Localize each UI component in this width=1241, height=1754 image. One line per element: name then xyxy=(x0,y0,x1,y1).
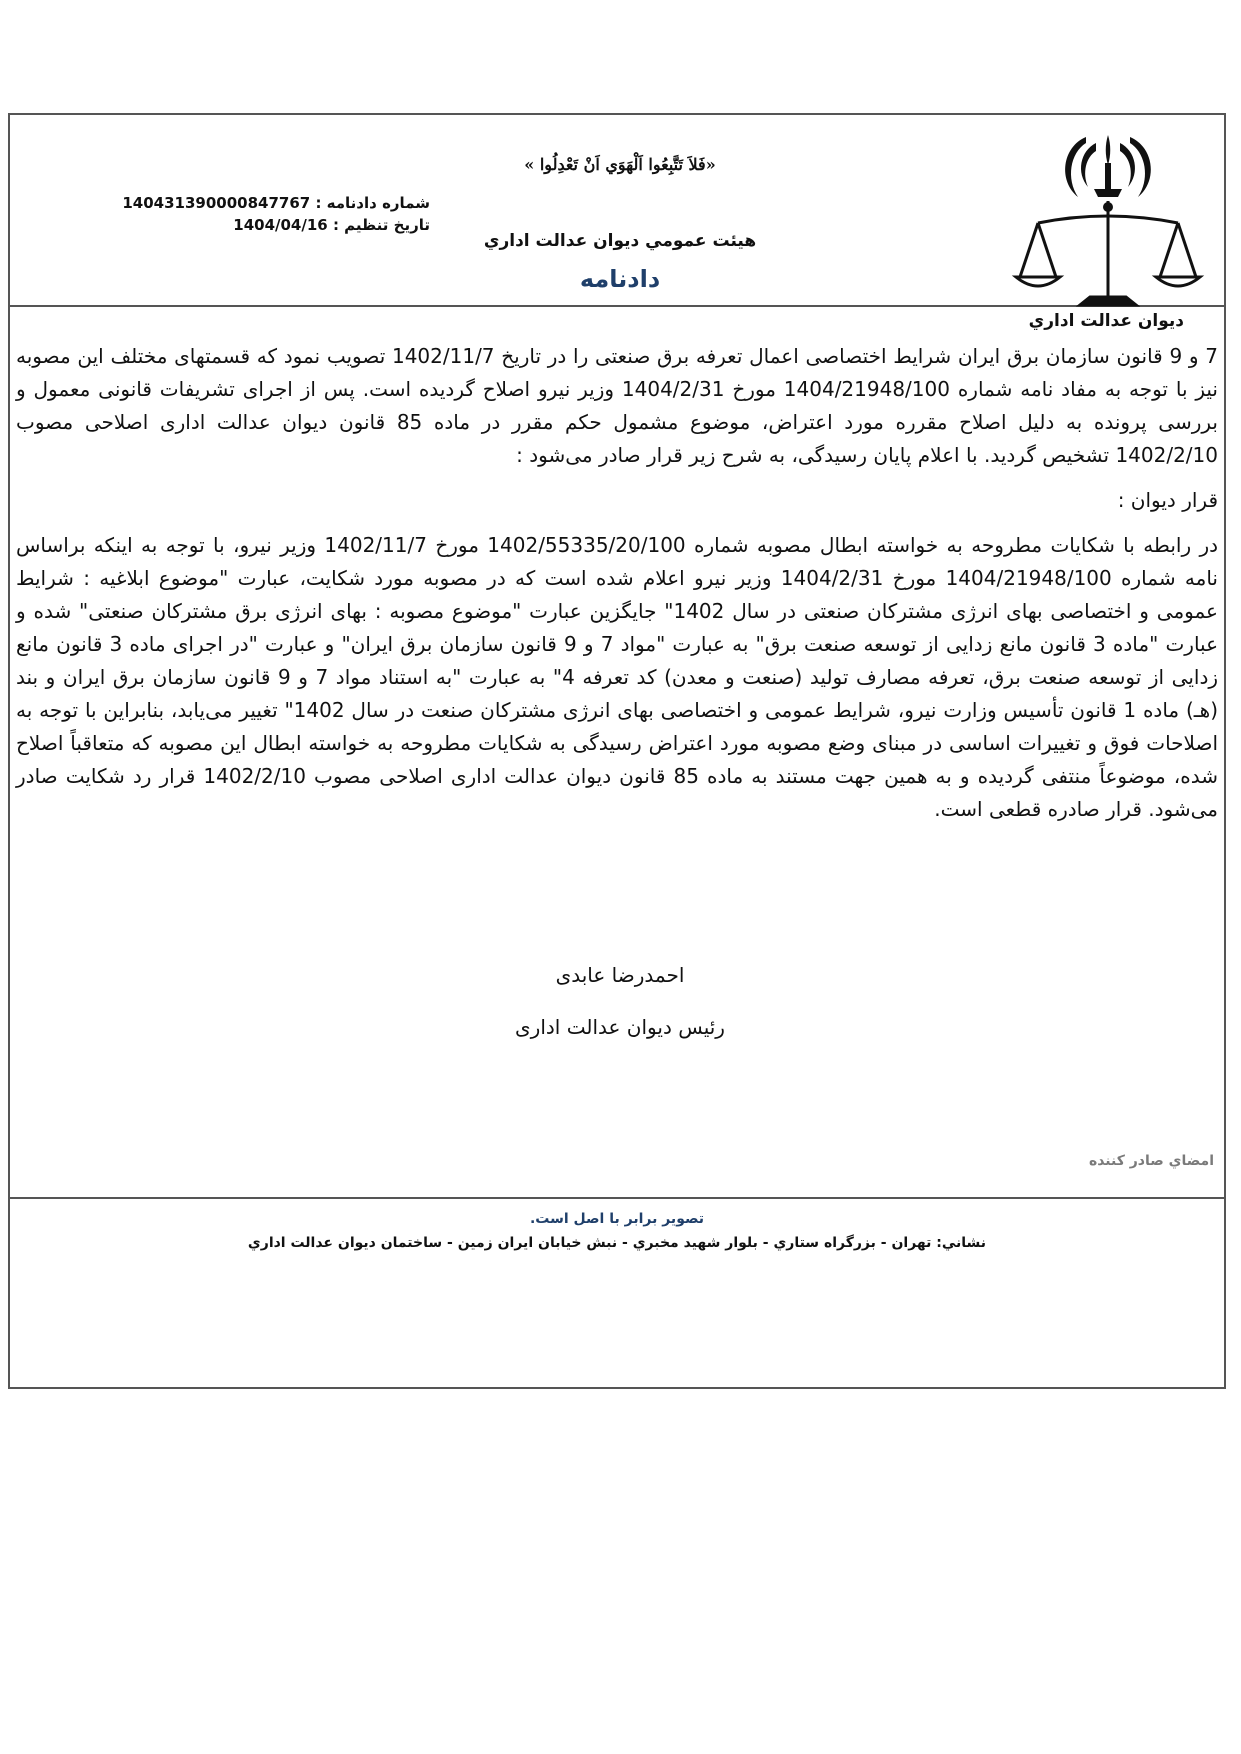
ruling-body xyxy=(16,340,1218,838)
date-label: تاريخ تنظيم : xyxy=(332,216,430,234)
copy-note: تصوير برابر با اصل است. xyxy=(529,1211,705,1227)
signer-title: رئیس دیوان عدالت اداری xyxy=(515,1015,725,1039)
court-name: ديوان عدالت اداري xyxy=(1028,311,1184,331)
signer-note: امضاي صادر كننده xyxy=(1088,1153,1214,1169)
ruling-number-row xyxy=(110,192,430,214)
signer-name: احمدرضا عابدی xyxy=(555,963,685,987)
signature-block xyxy=(430,963,810,1039)
body-paragraph-1: 7 و 9 قانون سازمان برق ایران شرایط اختصاصی اعمال تعرفه برق صنعتی را در تاریخ 1402/11/7 تصویب نمود که قسمتهای مختلف این مصوبه نیز با توجه به مفاد نامه شماره 1404/21948/100 مورخ 1404/2/31 وزیر نیرو اصلاح گردیده است. پس از اجرای تشریفات قانونی معمول و بررسی پرونده به دلیل اصلاح مقرره مورد اعتراض، موضوع مشمول حکم مقرر در ماده 85 قانون دیوان عدالت اداری اصلاحی مصوب 1402/2/10 تشخیص گردید. با اعلام پایان رسیدگی، به شرح زیر قرار صادر می‌شود : xyxy=(16,344,1218,467)
ruling-number-label: شماره دادنامه : xyxy=(315,194,430,212)
ruling-number: 140431390000847767 xyxy=(122,194,311,212)
ruling-meta xyxy=(110,192,430,236)
address: نشاني: تهران - بزرگراه ستاري - بلوار شهيد مخبري - نبش خيابان ايران زمين - ساختمان ديوان عدالت اداري xyxy=(247,1235,987,1251)
document-frame xyxy=(8,113,1226,1389)
decision-heading: قرار دیوان : xyxy=(1117,488,1218,512)
quran-verse: «فَلاَ تَتَّبِعُوا اَلْهَوَي اَنْ تَعْدِلُوا » xyxy=(524,155,716,174)
court-emblem-icon xyxy=(1008,127,1208,337)
issue-date: 1404/04/16 xyxy=(233,216,328,234)
footer-divider xyxy=(10,1197,1224,1199)
date-row xyxy=(110,214,430,236)
page-title: دادنامه xyxy=(579,265,661,293)
body-paragraph-2: در رابطه با شکایات مطروحه به خواسته ابطال مصوبه شماره 1402/55335/20/100 مورخ 1402/11/7 وزیر نیرو، با توجه به اینکه براساس نامه شماره 1404/21948/100 مورخ 1404/2/31 وزیر نیرو اعلام شده است که در مصوبه مورد شکایت، عبارت "موضوع ابلاغیه : شرایط عمومی و اختصاصی بهای انرژی مشترکان صنعتی در سال 1402" جایگزین عبارت "موضوع مصوبه : بهای انرژی برق مشترکان صنعتی" شده و عبارت "ماده 3 قانون مانع زدایی از توسعه صنعت برق" به عبارت "مواد 7 و 9 قانون سازمان برق ایران" و عبارت "در اجرای ماده 3 قانون مانع زدایی از توسعه صنعت برق، تعرفه مصارف تولید (صنعت و معدن) کد تعرفه 4" به عبارت "به استناد مواد 7 و 9 قانون سازمان برق ایران و بند (هـ) ماده 1 قانون تأسیس وزارت نیرو، شرایط عمومی و اختصاصی بهای انرژی مشترکان صنعت در سال 1402" تغییر می‌یابد، بنابراین با توجه به اصلاحات فوق و تغییرات اساسی در مبنای وضع مصوبه مورد اعتراض رسیدگی به شکایات مطروحه به خواسته ابطال این مصوبه که متعاقباً اصلاح شده، موضوعاً منتفی گردیده و به همین جهت مستند به ماده 85 قانون دیوان عدالت اداری اصلاحی مصوب 1402/2/10 قرار رد شکایت صادر می‌شود. قرار صادره قطعی است. xyxy=(16,533,1219,821)
board-name: هيئت عمومي ديوان عدالت اداري xyxy=(483,231,757,251)
